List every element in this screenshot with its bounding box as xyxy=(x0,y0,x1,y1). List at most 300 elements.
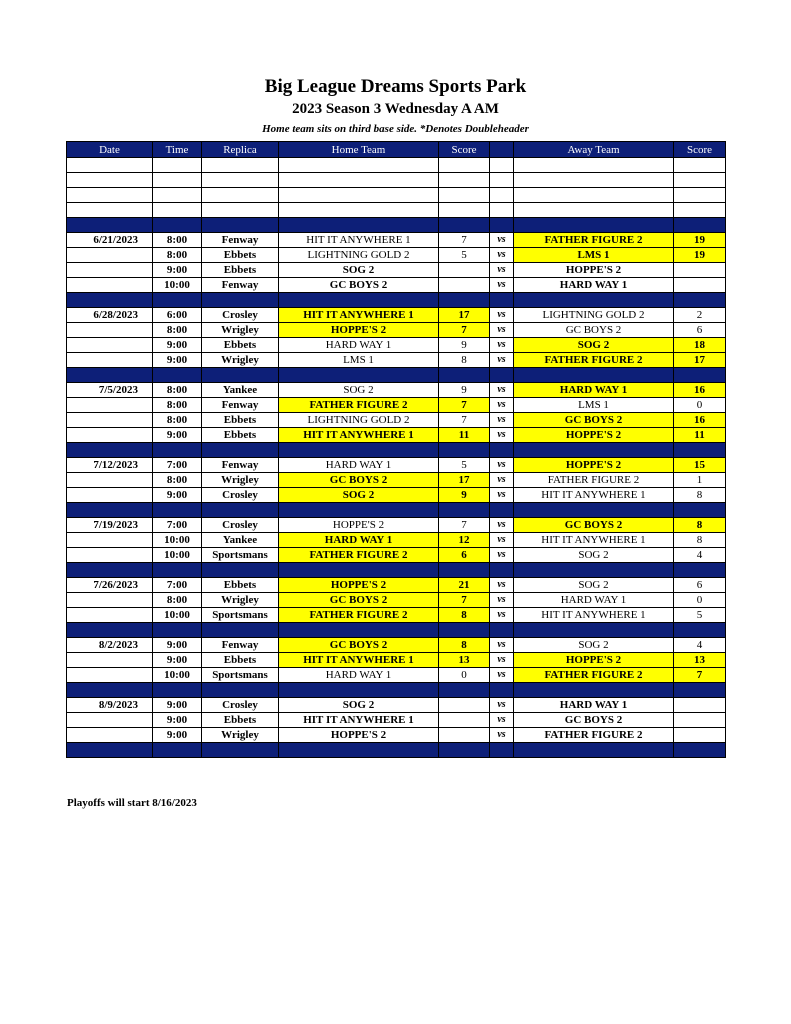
replica-field: Wrigley xyxy=(202,353,279,368)
vs-label: vs xyxy=(490,263,514,278)
week-separator-row-cell xyxy=(674,503,726,518)
blank-row-cell xyxy=(439,203,490,218)
week-separator-row-cell xyxy=(439,368,490,383)
home-team: HOPPE'S 2 xyxy=(279,578,439,593)
home-score: 7 xyxy=(439,398,490,413)
game-row xyxy=(67,668,726,683)
home-score: 8 xyxy=(439,608,490,623)
vs-label: vs xyxy=(490,353,514,368)
week-separator-row-cell xyxy=(439,503,490,518)
week-separator-row-cell xyxy=(490,563,514,578)
away-team: HARD WAY 1 xyxy=(514,698,674,713)
game-row xyxy=(67,608,726,623)
away-score: 19 xyxy=(674,233,726,248)
replica-field: Crosley xyxy=(202,488,279,503)
week-separator-row-cell xyxy=(279,623,439,638)
away-team: HARD WAY 1 xyxy=(514,278,674,293)
game-date xyxy=(67,263,153,278)
game-date xyxy=(67,278,153,293)
week-separator-row-cell xyxy=(153,503,202,518)
away-team: HIT IT ANYWHERE 1 xyxy=(514,608,674,623)
game-time: 7:00 xyxy=(153,518,202,533)
column-header-replica: Replica xyxy=(202,142,279,158)
column-header-home-score: Score xyxy=(439,142,490,158)
home-team: HARD WAY 1 xyxy=(279,533,439,548)
week-separator-row xyxy=(67,683,726,698)
game-time: 9:00 xyxy=(153,653,202,668)
game-row xyxy=(67,518,726,533)
home-team: LIGHTNING GOLD 2 xyxy=(279,413,439,428)
page-subtitle: 2023 Season 3 Wednesday A AM xyxy=(292,101,499,117)
playoffs-note: Playoffs will start 8/16/2023 xyxy=(67,797,197,809)
week-separator-row xyxy=(67,743,726,758)
week-separator-row-cell xyxy=(279,218,439,233)
blank-row-cell xyxy=(279,203,439,218)
away-score xyxy=(674,278,726,293)
game-time: 9:00 xyxy=(153,638,202,653)
blank-row-cell xyxy=(490,158,514,173)
game-time: 9:00 xyxy=(153,713,202,728)
week-separator-row-cell xyxy=(279,443,439,458)
away-team: LMS 1 xyxy=(514,398,674,413)
week-separator-row xyxy=(67,368,726,383)
week-separator-row-cell xyxy=(279,563,439,578)
home-score xyxy=(439,713,490,728)
replica-field: Fenway xyxy=(202,638,279,653)
game-date xyxy=(67,338,153,353)
away-score xyxy=(674,698,726,713)
away-score: 11 xyxy=(674,428,726,443)
game-row xyxy=(67,428,726,443)
week-separator-row xyxy=(67,623,726,638)
home-team: GC BOYS 2 xyxy=(279,473,439,488)
blank-row-cell xyxy=(67,188,153,203)
replica-field: Fenway xyxy=(202,458,279,473)
home-score: 9 xyxy=(439,338,490,353)
game-row xyxy=(67,383,726,398)
vs-label: vs xyxy=(490,248,514,263)
away-score xyxy=(674,263,726,278)
away-score: 8 xyxy=(674,488,726,503)
home-team: HIT IT ANYWHERE 1 xyxy=(279,428,439,443)
away-team: HIT IT ANYWHERE 1 xyxy=(514,488,674,503)
home-score xyxy=(439,698,490,713)
home-score: 7 xyxy=(439,323,490,338)
week-separator-row xyxy=(67,503,726,518)
blank-row-cell xyxy=(153,203,202,218)
week-separator-row-cell xyxy=(674,293,726,308)
week-separator-row-cell xyxy=(279,368,439,383)
vs-label: vs xyxy=(490,278,514,293)
vs-label: vs xyxy=(490,413,514,428)
home-score: 13 xyxy=(439,653,490,668)
away-score: 19 xyxy=(674,248,726,263)
week-separator-row-cell xyxy=(202,503,279,518)
away-team: HARD WAY 1 xyxy=(514,593,674,608)
schedule-table xyxy=(66,141,726,758)
game-row xyxy=(67,263,726,278)
week-separator-row-cell xyxy=(490,503,514,518)
game-date xyxy=(67,593,153,608)
vs-label: vs xyxy=(490,473,514,488)
replica-field: Ebbets xyxy=(202,653,279,668)
away-score: 2 xyxy=(674,308,726,323)
vs-label: vs xyxy=(490,713,514,728)
away-team: LMS 1 xyxy=(514,248,674,263)
game-time: 9:00 xyxy=(153,338,202,353)
game-time: 9:00 xyxy=(153,428,202,443)
home-team: SOG 2 xyxy=(279,488,439,503)
blank-row-cell xyxy=(439,158,490,173)
home-score: 6 xyxy=(439,548,490,563)
home-team: SOG 2 xyxy=(279,383,439,398)
week-separator-row-cell xyxy=(514,503,674,518)
replica-field: Sportsmans xyxy=(202,668,279,683)
column-header-away-team: Away Team xyxy=(514,142,674,158)
home-score: 7 xyxy=(439,593,490,608)
game-row xyxy=(67,653,726,668)
game-time: 9:00 xyxy=(153,263,202,278)
game-time: 10:00 xyxy=(153,608,202,623)
away-team: HOPPE'S 2 xyxy=(514,458,674,473)
blank-row-cell xyxy=(674,173,726,188)
week-separator-row-cell xyxy=(439,623,490,638)
week-separator-row-cell xyxy=(490,443,514,458)
home-team: FATHER FIGURE 2 xyxy=(279,548,439,563)
game-time: 10:00 xyxy=(153,533,202,548)
away-team: SOG 2 xyxy=(514,548,674,563)
replica-field: Fenway xyxy=(202,398,279,413)
game-time: 10:00 xyxy=(153,278,202,293)
game-date xyxy=(67,548,153,563)
week-separator-row-cell xyxy=(514,563,674,578)
game-date: 7/12/2023 xyxy=(67,458,153,473)
replica-field: Wrigley xyxy=(202,593,279,608)
vs-label: vs xyxy=(490,338,514,353)
game-time: 8:00 xyxy=(153,233,202,248)
blank-row-cell xyxy=(279,188,439,203)
week-separator-row-cell xyxy=(202,443,279,458)
week-separator-row xyxy=(67,443,726,458)
home-team: GC BOYS 2 xyxy=(279,278,439,293)
game-row xyxy=(67,413,726,428)
game-row xyxy=(67,488,726,503)
blank-row-cell xyxy=(202,188,279,203)
blank-row-cell xyxy=(674,158,726,173)
home-team: HIT IT ANYWHERE 1 xyxy=(279,233,439,248)
replica-field: Ebbets xyxy=(202,263,279,278)
game-date xyxy=(67,353,153,368)
blank-row xyxy=(67,203,726,218)
home-score: 17 xyxy=(439,308,490,323)
game-row xyxy=(67,728,726,743)
away-score: 16 xyxy=(674,383,726,398)
week-separator-row-cell xyxy=(279,503,439,518)
week-separator-row-cell xyxy=(514,443,674,458)
blank-row-cell xyxy=(153,158,202,173)
home-score: 8 xyxy=(439,353,490,368)
replica-field: Ebbets xyxy=(202,248,279,263)
page-title: Big League Dreams Sports Park xyxy=(264,76,527,97)
replica-field: Yankee xyxy=(202,383,279,398)
game-row xyxy=(67,473,726,488)
away-team: HARD WAY 1 xyxy=(514,383,674,398)
away-team: HOPPE'S 2 xyxy=(514,263,674,278)
replica-field: Fenway xyxy=(202,278,279,293)
home-score: 9 xyxy=(439,488,490,503)
game-date: 6/21/2023 xyxy=(67,233,153,248)
week-separator-row-cell xyxy=(67,443,153,458)
away-team: HOPPE'S 2 xyxy=(514,653,674,668)
week-separator-row-cell xyxy=(439,563,490,578)
vs-label: vs xyxy=(490,668,514,683)
game-time: 10:00 xyxy=(153,548,202,563)
week-separator-row-cell xyxy=(439,293,490,308)
schedule-note: Home team sits on third base side. *Denotes Doubleheader xyxy=(262,123,529,135)
vs-label: vs xyxy=(490,593,514,608)
game-row xyxy=(67,548,726,563)
game-time: 9:00 xyxy=(153,353,202,368)
away-team: HOPPE'S 2 xyxy=(514,428,674,443)
blank-row-cell xyxy=(674,188,726,203)
away-score: 17 xyxy=(674,353,726,368)
replica-field: Ebbets xyxy=(202,413,279,428)
column-header-date: Date xyxy=(67,142,153,158)
week-separator-row-cell xyxy=(67,743,153,758)
away-score: 8 xyxy=(674,533,726,548)
week-separator-row-cell xyxy=(202,743,279,758)
game-date xyxy=(67,728,153,743)
blank-row-cell xyxy=(490,188,514,203)
home-team: HARD WAY 1 xyxy=(279,458,439,473)
week-separator-row-cell xyxy=(490,683,514,698)
home-team: HIT IT ANYWHERE 1 xyxy=(279,653,439,668)
blank-row-cell xyxy=(514,158,674,173)
home-team: HOPPE'S 2 xyxy=(279,518,439,533)
header-row xyxy=(67,142,726,158)
week-separator-row-cell xyxy=(514,623,674,638)
away-team: SOG 2 xyxy=(514,578,674,593)
home-score xyxy=(439,728,490,743)
vs-label: vs xyxy=(490,308,514,323)
week-separator-row-cell xyxy=(153,218,202,233)
week-separator-row-cell xyxy=(514,218,674,233)
away-team: GC BOYS 2 xyxy=(514,518,674,533)
replica-field: Wrigley xyxy=(202,728,279,743)
game-time: 8:00 xyxy=(153,473,202,488)
game-date: 6/28/2023 xyxy=(67,308,153,323)
away-score: 16 xyxy=(674,413,726,428)
home-score: 11 xyxy=(439,428,490,443)
vs-label: vs xyxy=(490,698,514,713)
blank-row-cell xyxy=(202,173,279,188)
away-score: 5 xyxy=(674,608,726,623)
week-separator-row-cell xyxy=(490,368,514,383)
game-date: 8/9/2023 xyxy=(67,698,153,713)
game-row xyxy=(67,533,726,548)
week-separator-row-cell xyxy=(490,623,514,638)
away-score: 4 xyxy=(674,548,726,563)
week-separator-row-cell xyxy=(202,683,279,698)
vs-label: vs xyxy=(490,578,514,593)
home-score: 7 xyxy=(439,233,490,248)
game-date xyxy=(67,248,153,263)
week-separator-row-cell xyxy=(202,218,279,233)
week-separator-row-cell xyxy=(674,623,726,638)
replica-field: Yankee xyxy=(202,533,279,548)
blank-row-cell xyxy=(202,158,279,173)
game-time: 9:00 xyxy=(153,698,202,713)
replica-field: Sportsmans xyxy=(202,548,279,563)
game-row xyxy=(67,638,726,653)
game-row xyxy=(67,578,726,593)
game-date xyxy=(67,668,153,683)
vs-label: vs xyxy=(490,323,514,338)
blank-row-cell xyxy=(279,158,439,173)
game-date xyxy=(67,488,153,503)
game-time: 8:00 xyxy=(153,323,202,338)
week-separator-row-cell xyxy=(674,563,726,578)
vs-label: vs xyxy=(490,533,514,548)
week-separator-row-cell xyxy=(674,743,726,758)
blank-row-cell xyxy=(514,203,674,218)
week-separator-row-cell xyxy=(67,503,153,518)
home-team: HOPPE'S 2 xyxy=(279,323,439,338)
replica-field: Crosley xyxy=(202,308,279,323)
week-separator-row-cell xyxy=(674,443,726,458)
away-team: SOG 2 xyxy=(514,338,674,353)
replica-field: Fenway xyxy=(202,233,279,248)
home-score: 21 xyxy=(439,578,490,593)
home-score xyxy=(439,278,490,293)
away-score: 7 xyxy=(674,668,726,683)
replica-field: Ebbets xyxy=(202,713,279,728)
home-team: SOG 2 xyxy=(279,263,439,278)
home-score: 8 xyxy=(439,638,490,653)
week-separator-row-cell xyxy=(490,293,514,308)
replica-field: Sportsmans xyxy=(202,608,279,623)
home-team: LMS 1 xyxy=(279,353,439,368)
game-date xyxy=(67,323,153,338)
week-separator-row-cell xyxy=(202,293,279,308)
blank-row-cell xyxy=(490,173,514,188)
away-score xyxy=(674,713,726,728)
week-separator-row-cell xyxy=(439,743,490,758)
week-separator-row-cell xyxy=(490,743,514,758)
blank-row-cell xyxy=(153,188,202,203)
blank-row-cell xyxy=(490,203,514,218)
week-separator-row-cell xyxy=(67,293,153,308)
blank-row-cell xyxy=(439,188,490,203)
game-time: 8:00 xyxy=(153,413,202,428)
home-team: SOG 2 xyxy=(279,698,439,713)
week-separator-row-cell xyxy=(153,743,202,758)
schedule-body xyxy=(67,158,726,758)
home-team: GC BOYS 2 xyxy=(279,593,439,608)
game-row xyxy=(67,353,726,368)
blank-row-cell xyxy=(514,188,674,203)
home-score: 9 xyxy=(439,383,490,398)
away-score: 4 xyxy=(674,638,726,653)
blank-row-cell xyxy=(674,203,726,218)
away-score: 8 xyxy=(674,518,726,533)
home-score: 0 xyxy=(439,668,490,683)
vs-label: vs xyxy=(490,428,514,443)
away-score: 1 xyxy=(674,473,726,488)
week-separator-row-cell xyxy=(153,368,202,383)
blank-row-cell xyxy=(279,173,439,188)
home-team: HARD WAY 1 xyxy=(279,338,439,353)
away-team: HIT IT ANYWHERE 1 xyxy=(514,533,674,548)
game-time: 10:00 xyxy=(153,668,202,683)
away-team: GC BOYS 2 xyxy=(514,413,674,428)
home-team: HIT IT ANYWHERE 1 xyxy=(279,713,439,728)
home-team: HARD WAY 1 xyxy=(279,668,439,683)
blank-row-cell xyxy=(67,173,153,188)
week-separator-row-cell xyxy=(439,218,490,233)
home-score xyxy=(439,263,490,278)
away-team: FATHER FIGURE 2 xyxy=(514,473,674,488)
week-separator-row-cell xyxy=(439,443,490,458)
week-separator-row-cell xyxy=(67,218,153,233)
home-team: GC BOYS 2 xyxy=(279,638,439,653)
game-date xyxy=(67,653,153,668)
game-time: 8:00 xyxy=(153,398,202,413)
home-score: 17 xyxy=(439,473,490,488)
replica-field: Ebbets xyxy=(202,578,279,593)
away-score: 18 xyxy=(674,338,726,353)
week-separator-row-cell xyxy=(202,563,279,578)
week-separator-row-cell xyxy=(279,683,439,698)
vs-label: vs xyxy=(490,608,514,623)
game-row xyxy=(67,308,726,323)
week-separator-row-cell xyxy=(153,563,202,578)
week-separator-row-cell xyxy=(490,218,514,233)
week-separator-row-cell xyxy=(153,623,202,638)
away-score: 6 xyxy=(674,578,726,593)
week-separator-row xyxy=(67,563,726,578)
game-time: 9:00 xyxy=(153,488,202,503)
home-team: FATHER FIGURE 2 xyxy=(279,608,439,623)
game-row xyxy=(67,593,726,608)
column-header-away-score: Score xyxy=(674,142,726,158)
replica-field: Crosley xyxy=(202,518,279,533)
week-separator-row-cell xyxy=(279,743,439,758)
away-team: FATHER FIGURE 2 xyxy=(514,668,674,683)
replica-field: Wrigley xyxy=(202,473,279,488)
game-date xyxy=(67,713,153,728)
away-team: SOG 2 xyxy=(514,638,674,653)
week-separator-row-cell xyxy=(153,443,202,458)
week-separator-row-cell xyxy=(514,293,674,308)
blank-row xyxy=(67,173,726,188)
game-date xyxy=(67,608,153,623)
home-team: HOPPE'S 2 xyxy=(279,728,439,743)
week-separator-row-cell xyxy=(514,683,674,698)
blank-row-cell xyxy=(67,158,153,173)
away-team: FATHER FIGURE 2 xyxy=(514,353,674,368)
game-row xyxy=(67,398,726,413)
vs-label: vs xyxy=(490,398,514,413)
column-header-home-team: Home Team xyxy=(279,142,439,158)
vs-label: vs xyxy=(490,638,514,653)
week-separator-row-cell xyxy=(67,623,153,638)
game-time: 7:00 xyxy=(153,578,202,593)
game-row xyxy=(67,278,726,293)
game-date: 8/2/2023 xyxy=(67,638,153,653)
blank-row xyxy=(67,158,726,173)
week-separator-row-cell xyxy=(153,683,202,698)
